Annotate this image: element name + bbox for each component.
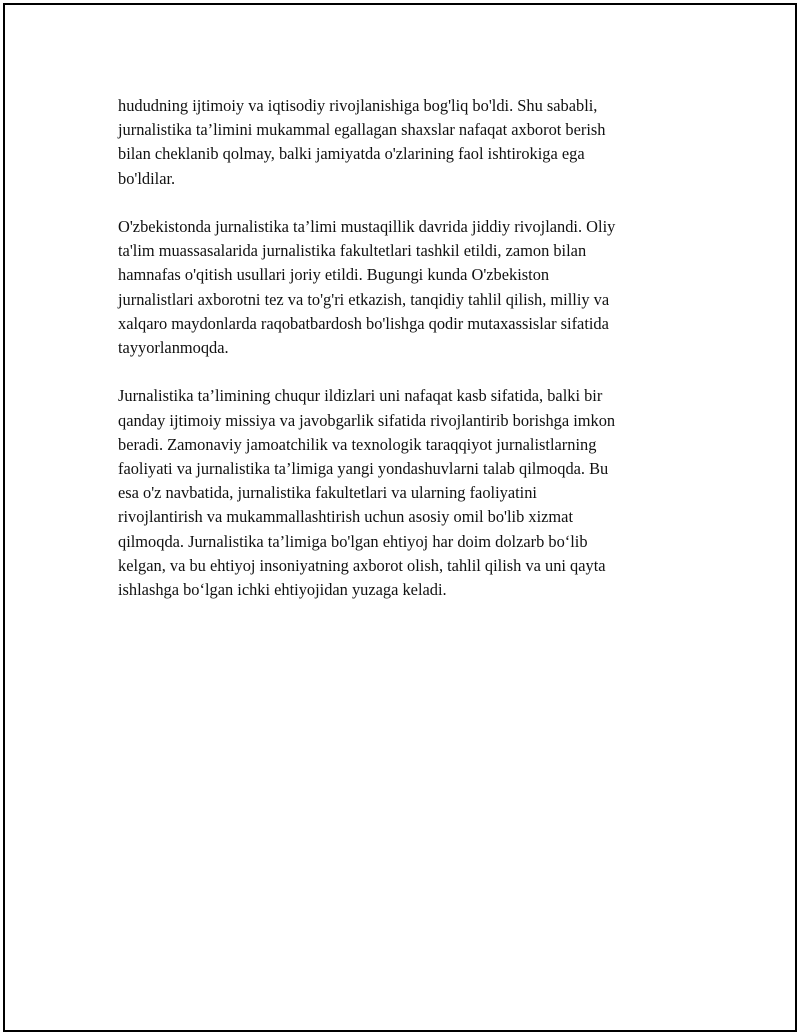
text-line: tayyorlanmoqda. (118, 338, 229, 358)
text-line: faoliyati va jurnalistika ta’limiga yangi yondashuvlarni talab qilmoqda. Bu (118, 459, 609, 479)
text-line: jurnalistlari axborotni tez va to'g'ri etkazish, tanqidiy tahlil qilish, milliy va (118, 289, 610, 309)
text-line: qanday ijtimoiy missiya va javobgarlik sifatida rivojlantirib borishga imkon (118, 410, 616, 430)
text-line: jurnalistika ta’limini mukammal egallagan shaxslar nafaqat axborot berish (118, 120, 606, 140)
text-line: Jurnalistika ta’limining chuqur ildizlari uni nafaqat kasb sifatida, balki bir (118, 386, 603, 406)
text-line: rivojlantirish va mukammallashtirish uchun asosiy omil bo'lib xizmat (118, 507, 574, 527)
text-line: bilan cheklanib qolmay, balki jamiyatda o'zlarining faol ishtirokiga ega (118, 144, 585, 164)
document-body (118, 94, 688, 626)
text-line: bo'ldilar. (118, 168, 176, 188)
text-line: esa o'z navbatida, jurnalistika fakultetlari va ularning faoliyatini (118, 483, 537, 503)
text-line: kelgan, va bu ehtiyoj insoniyatning axborot olish, tahlil qilish va uni qayta (118, 555, 606, 575)
text-line: beradi. Zamonaviy jamoatchilik va texnologik taraqqiyot jurnalistlarning (118, 434, 597, 454)
paragraph-3 (118, 384, 688, 602)
paragraph-2 (118, 215, 688, 360)
text-line: ishlashga bo‘lgan ichki ehtiyojidan yuzaga keladi. (118, 580, 447, 600)
text-line: xalqaro maydonlarda raqobatbardosh bo'lishga qodir mutaxassislar sifatida (118, 313, 609, 333)
text-line: O'zbekistonda jurnalistika ta’limi mustaqillik davrida jiddiy rivojlandi. Oliy (118, 217, 616, 236)
text-line: qilmoqda. Jurnalistika ta’limiga bo'lgan ehtiyoj har doim dolzarb bo‘lib (118, 531, 588, 551)
text-line: ta'lim muassasalarida jurnalistika fakultetlari tashkil etildi, zamon bilan (118, 241, 587, 261)
text-line: hamnafas o'qitish usullari joriy etildi. Bugungi kunda O'zbekiston (118, 265, 550, 285)
text-line: hududning ijtimoiy va iqtisodiy rivojlanishiga bog'liq bo'ldi. Shu sababli, (118, 96, 598, 115)
paragraph-1 (118, 94, 688, 191)
